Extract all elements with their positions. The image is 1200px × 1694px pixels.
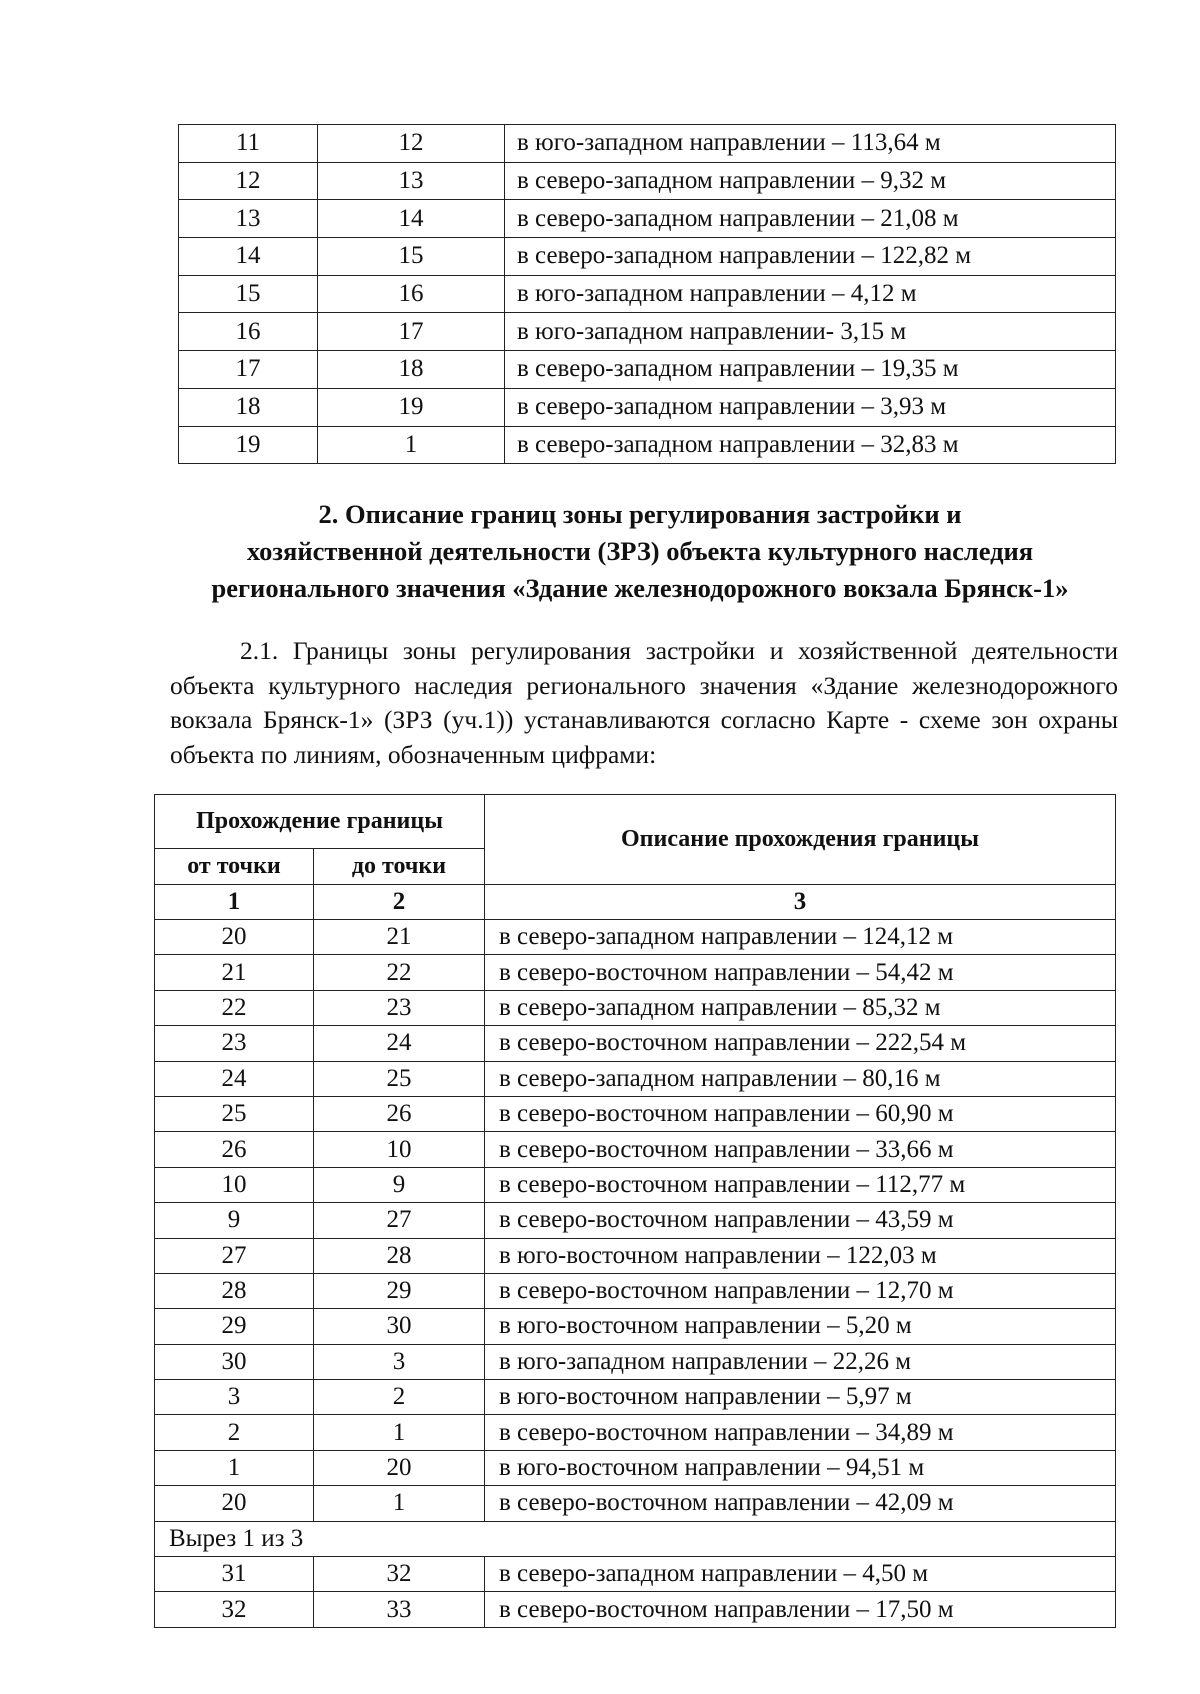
direction-description: в северо-восточном направлении – 42,09 м bbox=[485, 1486, 1116, 1521]
table-row bbox=[179, 238, 1116, 276]
from-point: 30 bbox=[155, 1344, 314, 1379]
from-point: 16 bbox=[179, 313, 318, 351]
from-point: 17 bbox=[179, 351, 318, 389]
table-row bbox=[179, 388, 1116, 426]
table-row bbox=[155, 1450, 1116, 1485]
table-row bbox=[179, 162, 1116, 200]
from-point: 28 bbox=[155, 1273, 314, 1308]
to-point: 28 bbox=[314, 1238, 485, 1273]
direction-description: в северо-западном направлении – 4,50 м bbox=[485, 1557, 1116, 1592]
from-point: 11 bbox=[179, 125, 318, 163]
direction-description: в юго-восточном направлении – 5,97 м bbox=[485, 1380, 1116, 1415]
from-point: 20 bbox=[155, 920, 314, 955]
table-row bbox=[155, 1167, 1116, 1202]
heading-line-1: 2. Описание границ зоны регулирования застройки и bbox=[318, 499, 962, 529]
table-row bbox=[155, 920, 1116, 955]
from-point: 22 bbox=[155, 990, 314, 1025]
from-point: 1 bbox=[155, 1450, 314, 1485]
table-row bbox=[155, 1061, 1116, 1096]
header-boundary-passage: Прохождение границы bbox=[155, 795, 485, 849]
direction-description: в северо-восточном направлении – 60,90 м bbox=[485, 1096, 1116, 1131]
section-heading bbox=[150, 496, 1130, 607]
direction-description: в юго-восточном направлении – 5,20 м bbox=[485, 1309, 1116, 1344]
to-point: 18 bbox=[318, 351, 505, 389]
to-point: 33 bbox=[314, 1592, 485, 1627]
table-row bbox=[179, 426, 1116, 464]
to-point: 30 bbox=[314, 1309, 485, 1344]
from-point: 32 bbox=[155, 1592, 314, 1627]
to-point: 22 bbox=[314, 955, 485, 990]
table-row bbox=[155, 1309, 1116, 1344]
to-point: 27 bbox=[314, 1203, 485, 1238]
from-point: 9 bbox=[155, 1203, 314, 1238]
to-point: 1 bbox=[314, 1486, 485, 1521]
table-row bbox=[179, 351, 1116, 389]
to-point: 19 bbox=[318, 388, 505, 426]
table-row bbox=[155, 1203, 1116, 1238]
direction-description: в юго-восточном направлении – 122,03 м bbox=[485, 1238, 1116, 1273]
from-point: 29 bbox=[155, 1309, 314, 1344]
from-point: 20 bbox=[155, 1486, 314, 1521]
from-point: 31 bbox=[155, 1557, 314, 1592]
heading-line-3: регионального значения «Здание железнодорожного вокзала Брянск-1» bbox=[211, 573, 1069, 603]
to-point: 21 bbox=[314, 920, 485, 955]
direction-description: в юго-западном направлении – 113,64 м bbox=[505, 125, 1116, 163]
section-paragraph: 2.1. Границы зоны регулирования застройки и хозяйственной деятельности объекта культурного наследия регионального значения «Здание железнодорожного вокзала Брянск-1» (ЗРЗ (уч.1)) устанавливаются согласно Карте - схеме зон охраны объекта по линиям, обозначенным цифрами: bbox=[170, 636, 1118, 769]
from-point: 14 bbox=[179, 238, 318, 276]
to-point: 26 bbox=[314, 1096, 485, 1131]
from-point: 26 bbox=[155, 1132, 314, 1167]
to-point: 14 bbox=[318, 200, 505, 238]
column-number-3: 3 bbox=[485, 885, 1116, 920]
boundary-table-zrz bbox=[154, 794, 1116, 1628]
direction-description: в юго-западном направлении – 4,12 м bbox=[505, 275, 1116, 313]
direction-description: в северо-восточном направлении – 43,59 м bbox=[485, 1203, 1116, 1238]
table-row bbox=[155, 1344, 1116, 1379]
table-row bbox=[155, 1486, 1116, 1521]
from-point: 19 bbox=[179, 426, 318, 464]
to-point: 15 bbox=[318, 238, 505, 276]
table-row bbox=[155, 1026, 1116, 1061]
direction-description: в северо-западном направлении – 85,32 м bbox=[485, 990, 1116, 1025]
to-point: 25 bbox=[314, 1061, 485, 1096]
table-row bbox=[155, 955, 1116, 990]
table-row bbox=[179, 125, 1116, 163]
from-point: 15 bbox=[179, 275, 318, 313]
section-row bbox=[155, 1521, 1116, 1556]
from-point: 10 bbox=[155, 1167, 314, 1202]
to-point: 12 bbox=[318, 125, 505, 163]
to-point: 32 bbox=[314, 1557, 485, 1592]
to-point: 9 bbox=[314, 1167, 485, 1202]
from-point: 25 bbox=[155, 1096, 314, 1131]
to-point: 1 bbox=[314, 1415, 485, 1450]
from-point: 24 bbox=[155, 1061, 314, 1096]
direction-description: в северо-восточном направлении – 33,66 м bbox=[485, 1132, 1116, 1167]
table-row bbox=[179, 275, 1116, 313]
table-row bbox=[155, 1557, 1116, 1592]
direction-description: в северо-западном направлении – 122,82 м bbox=[505, 238, 1116, 276]
from-point: 27 bbox=[155, 1238, 314, 1273]
from-point: 3 bbox=[155, 1380, 314, 1415]
heading-line-2: хозяйственной деятельности (ЗРЗ) объекта культурного наследия bbox=[246, 536, 1034, 566]
to-point: 16 bbox=[318, 275, 505, 313]
direction-description: в юго-западном направлении- 3,15 м bbox=[505, 313, 1116, 351]
to-point: 23 bbox=[314, 990, 485, 1025]
table-row bbox=[155, 1096, 1116, 1131]
header-description: Описание прохождения границы bbox=[485, 795, 1116, 885]
column-number-2: 2 bbox=[314, 885, 485, 920]
to-point: 3 bbox=[314, 1344, 485, 1379]
column-number-row bbox=[155, 885, 1116, 920]
direction-description: в северо-западном направлении – 9,32 м bbox=[505, 162, 1116, 200]
to-point: 24 bbox=[314, 1026, 485, 1061]
column-number-1: 1 bbox=[155, 885, 314, 920]
from-point: 18 bbox=[179, 388, 318, 426]
direction-description: в северо-восточном направлении – 34,89 м bbox=[485, 1415, 1116, 1450]
table-row bbox=[155, 990, 1116, 1025]
direction-description: в северо-восточном направлении – 12,70 м bbox=[485, 1273, 1116, 1308]
table-row bbox=[179, 313, 1116, 351]
header-to-point: до точки bbox=[314, 849, 485, 885]
direction-description: в юго-восточном направлении – 94,51 м bbox=[485, 1450, 1116, 1485]
header-from-point: от точки bbox=[155, 849, 314, 885]
from-point: 2 bbox=[155, 1415, 314, 1450]
table-row bbox=[155, 1415, 1116, 1450]
section-label: Вырез 1 из 3 bbox=[155, 1521, 1116, 1556]
direction-description: в северо-восточном направлении – 222,54 м bbox=[485, 1026, 1116, 1061]
from-point: 12 bbox=[179, 162, 318, 200]
direction-description: в северо-западном направлении – 124,12 м bbox=[485, 920, 1116, 955]
direction-description: в северо-западном направлении – 32,83 м bbox=[505, 426, 1116, 464]
direction-description: в юго-западном направлении – 22,26 м bbox=[485, 1344, 1116, 1379]
direction-description: в северо-западном направлении – 3,93 м bbox=[505, 388, 1116, 426]
direction-description: в северо-западном направлении – 21,08 м bbox=[505, 200, 1116, 238]
direction-description: в северо-западном направлении – 19,35 м bbox=[505, 351, 1116, 389]
to-point: 13 bbox=[318, 162, 505, 200]
from-point: 21 bbox=[155, 955, 314, 990]
table-row bbox=[155, 1592, 1116, 1627]
direction-description: в северо-восточном направлении – 112,77 м bbox=[485, 1167, 1116, 1202]
boundary-table-top bbox=[178, 124, 1116, 464]
to-point: 2 bbox=[314, 1380, 485, 1415]
table-row bbox=[155, 1273, 1116, 1308]
to-point: 17 bbox=[318, 313, 505, 351]
to-point: 1 bbox=[318, 426, 505, 464]
to-point: 10 bbox=[314, 1132, 485, 1167]
direction-description: в северо-западном направлении – 80,16 м bbox=[485, 1061, 1116, 1096]
table-row bbox=[155, 1132, 1116, 1167]
from-point: 23 bbox=[155, 1026, 314, 1061]
to-point: 20 bbox=[314, 1450, 485, 1485]
table-row bbox=[155, 1238, 1116, 1273]
direction-description: в северо-восточном направлении – 17,50 м bbox=[485, 1592, 1116, 1627]
from-point: 13 bbox=[179, 200, 318, 238]
table-row bbox=[179, 200, 1116, 238]
to-point: 29 bbox=[314, 1273, 485, 1308]
table-row bbox=[155, 1380, 1116, 1415]
direction-description: в северо-восточном направлении – 54,42 м bbox=[485, 955, 1116, 990]
